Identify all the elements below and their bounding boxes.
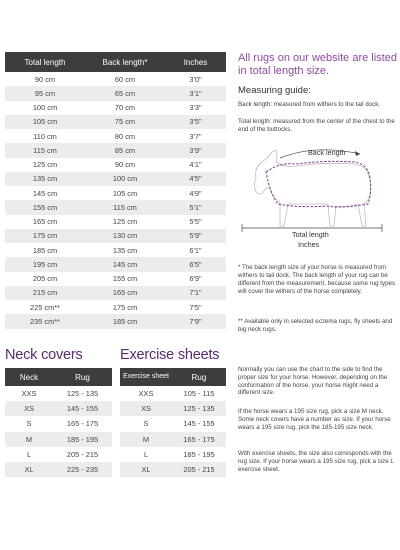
header-exercise-sheet: Exercise sheet	[120, 368, 172, 386]
size-row-cell: 6'9"	[165, 272, 226, 286]
exercise-row	[120, 386, 226, 401]
size-row-cell: 130 cm	[85, 229, 165, 243]
size-row-cell: 7'5"	[165, 300, 226, 314]
size-row-cell: 125 cm	[5, 158, 85, 172]
size-row-cell: 145 cm	[85, 257, 165, 271]
rug-outline	[266, 161, 371, 207]
ex-table-header	[120, 368, 226, 386]
exercise-row-cell: M	[120, 432, 172, 447]
neck-covers-table	[5, 368, 112, 477]
exercise-sheets-table	[120, 368, 226, 477]
size-row-cell: 5'1"	[165, 200, 226, 214]
exercise-row	[120, 416, 226, 431]
size-row	[5, 186, 226, 200]
size-row	[5, 72, 226, 86]
size-row	[5, 129, 226, 143]
size-row	[5, 143, 226, 157]
size-row-cell: 7'9"	[165, 314, 226, 328]
size-row	[5, 101, 226, 115]
size-row-cell: 235 cm**	[5, 314, 85, 328]
measuring-guide-title: Measuring guide:	[238, 85, 311, 96]
size-row-cell: 100 cm	[5, 101, 85, 115]
size-row-cell: 205 cm	[5, 272, 85, 286]
horse-outline	[254, 150, 370, 226]
neck-row-cell: 165 - 175	[53, 416, 112, 431]
size-row-cell: 105 cm	[5, 115, 85, 129]
size-table	[5, 52, 226, 329]
guide-total-length: Total length: measured from the center of the chest to the end of the buttocks.	[238, 118, 395, 133]
size-row-cell: 225 cm**	[5, 300, 85, 314]
size-row-cell: 135 cm	[5, 172, 85, 186]
exercise-sheets-heading: Exercise sheets	[120, 347, 220, 363]
exercise-row-cell: S	[120, 416, 172, 431]
size-row-cell: 135 cm	[85, 243, 165, 257]
diagram-total-length-label: Total length	[292, 230, 329, 239]
size-row-cell: 105 cm	[85, 186, 165, 200]
header-total-length: Total length	[5, 52, 85, 72]
neck-row	[5, 386, 112, 401]
neck-row-cell: M	[5, 432, 53, 447]
size-row-cell: 95 cm	[5, 86, 85, 100]
sizing-paragraph-neck: If the horse wears a 195 size rug, pick a size M neck. Some neck covers have a number as size. If your horse wears a 195 size rug, pick the 185-195 size neck.	[238, 408, 391, 431]
size-row-cell: 175 cm	[85, 300, 165, 314]
neck-row-cell: XXS	[5, 386, 53, 401]
neck-row	[5, 462, 112, 477]
size-row-cell: 3'0"	[165, 72, 226, 86]
exercise-row-cell: XS	[120, 401, 172, 416]
header-neck: Neck	[5, 368, 53, 386]
diagram-back-length-label: Back length	[308, 148, 346, 157]
neck-row-cell: 205 - 215	[53, 447, 112, 462]
header-back-length: Back length*	[85, 52, 165, 72]
size-row-cell: 65 cm	[85, 86, 165, 100]
exercise-row-cell: 205 - 215	[172, 462, 226, 477]
exercise-row	[120, 432, 226, 447]
size-row	[5, 286, 226, 300]
exercise-row-cell: 145 - 155	[172, 416, 226, 431]
neck-row-cell: 185 - 195	[53, 432, 112, 447]
size-row	[5, 243, 226, 257]
size-row-cell: 175 cm	[5, 229, 85, 243]
size-row-cell: 4'1"	[165, 158, 226, 172]
neck-row-cell: XS	[5, 401, 53, 416]
exercise-row-cell: L	[120, 447, 172, 462]
size-row-cell: 85 cm	[85, 143, 165, 157]
size-row	[5, 314, 226, 328]
size-row	[5, 229, 226, 243]
exercise-row	[120, 462, 226, 477]
size-row-cell: 5'5"	[165, 215, 226, 229]
diagram-inches-label: Inches	[298, 240, 320, 249]
sizing-paragraph-exercise: With exercise sheets, the size also corresponds with the rug size. If your horse wears a 195 size rug, pick a size L exercise sheet.	[238, 450, 394, 473]
size-row-cell: 7'1"	[165, 286, 226, 300]
neck-table-header	[5, 368, 112, 386]
size-row	[5, 86, 226, 100]
note-availability: ** Available only in selected eczema rugs, fly sheets and big neck rugs.	[238, 318, 393, 333]
neck-row-cell: 225 - 235	[53, 462, 112, 477]
header-rug: Rug	[53, 368, 112, 386]
neck-row-cell: L	[5, 447, 53, 462]
size-row-cell: 125 cm	[85, 215, 165, 229]
size-row-cell: 195 cm	[5, 257, 85, 271]
exercise-row-cell: 165 - 175	[172, 432, 226, 447]
neck-row	[5, 401, 112, 416]
size-row-cell: 185 cm	[5, 243, 85, 257]
note-back-length: * The back length size of your horse is measured from withers to tail dock. The back length of your rug can be different from the measurement, because some rug types will cover the withers of the horse completely.	[238, 264, 396, 295]
neck-row-cell: S	[5, 416, 53, 431]
header-rug: Rug	[172, 368, 226, 386]
size-row-cell: 145 cm	[5, 186, 85, 200]
size-row-cell: 185 cm	[85, 314, 165, 328]
size-row	[5, 300, 226, 314]
size-row-cell: 5'9"	[165, 229, 226, 243]
size-row	[5, 158, 226, 172]
size-row-cell: 80 cm	[85, 129, 165, 143]
size-row-cell: 6'5"	[165, 257, 226, 271]
size-row-cell: 90 cm	[85, 158, 165, 172]
exercise-row-cell: XXS	[120, 386, 172, 401]
exercise-row-cell: 125 - 135	[172, 401, 226, 416]
header-inches: Inches	[165, 52, 226, 72]
exercise-row	[120, 447, 226, 462]
size-row	[5, 115, 226, 129]
size-row-cell: 4'5"	[165, 172, 226, 186]
size-row-cell: 6'1"	[165, 243, 226, 257]
size-row-cell: 3'7"	[165, 129, 226, 143]
size-row-cell: 3'3"	[165, 101, 226, 115]
exercise-row-cell: XL	[120, 462, 172, 477]
size-row-cell: 215 cm	[5, 286, 85, 300]
neck-row-cell: XL	[5, 462, 53, 477]
size-row-cell: 155 cm	[5, 200, 85, 214]
horse-measuring-diagram	[236, 138, 396, 253]
neck-row	[5, 447, 112, 462]
size-row-cell: 75 cm	[85, 115, 165, 129]
size-row-cell: 110 cm	[5, 129, 85, 143]
size-row-cell: 155 cm	[85, 272, 165, 286]
size-row-cell: 4'9"	[165, 186, 226, 200]
size-row-cell: 115 cm	[5, 143, 85, 157]
size-row-cell: 90 cm	[5, 72, 85, 86]
size-row-cell: 165 cm	[5, 215, 85, 229]
neck-row	[5, 416, 112, 431]
guide-back-length: Back length: measured from withers to the tail dock.	[238, 101, 381, 108]
size-row	[5, 215, 226, 229]
neck-row-cell: 125 - 135	[53, 386, 112, 401]
exercise-row-cell: 105 - 115	[172, 386, 226, 401]
size-table-header	[5, 52, 226, 72]
size-row-cell: 70 cm	[85, 101, 165, 115]
neck-covers-heading: Neck covers	[5, 347, 83, 363]
size-row-cell: 60 cm	[85, 72, 165, 86]
size-row	[5, 172, 226, 186]
exercise-row	[120, 401, 226, 416]
neck-row-cell: 145 - 155	[53, 401, 112, 416]
size-row	[5, 272, 226, 286]
neck-row	[5, 432, 112, 447]
sizing-paragraph-general: Normally you can use the chart to the side to find the proper size for your horse. However, depending on the conformation of the horse, your horse might need a different size.	[238, 366, 388, 397]
size-row	[5, 200, 226, 214]
size-row-cell: 3'9"	[165, 143, 226, 157]
size-row-cell: 100 cm	[85, 172, 165, 186]
exercise-row-cell: 185 - 195	[172, 447, 226, 462]
intro-heading: All rugs on our website are listed in total length size.	[238, 52, 397, 77]
size-row	[5, 257, 226, 271]
size-row-cell: 3'1"	[165, 86, 226, 100]
size-row-cell: 115 cm	[85, 200, 165, 214]
size-row-cell: 3'5"	[165, 115, 226, 129]
size-row-cell: 165 cm	[85, 286, 165, 300]
